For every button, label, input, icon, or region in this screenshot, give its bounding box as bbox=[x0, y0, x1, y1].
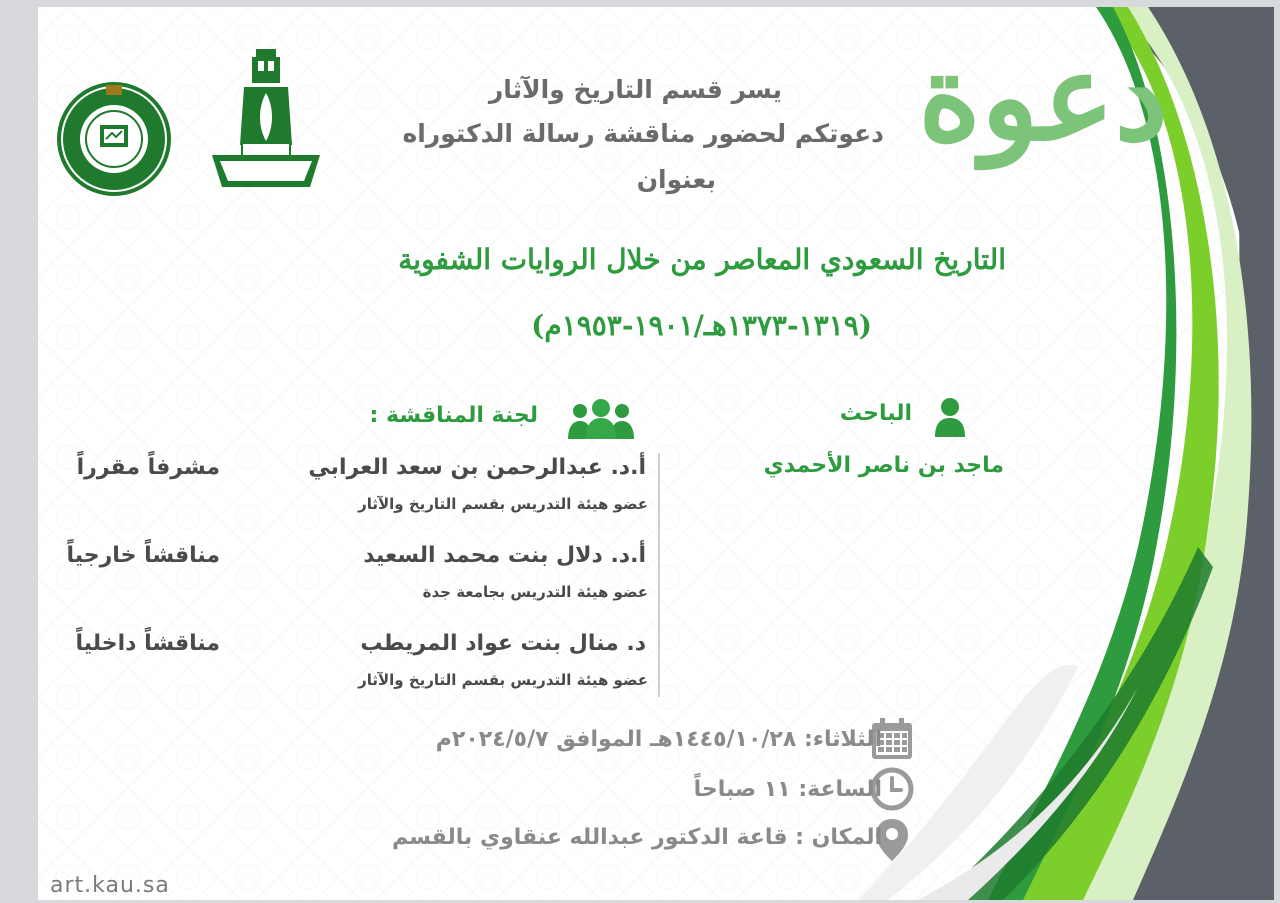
researcher-icon bbox=[933, 397, 967, 441]
invitation-card bbox=[38, 7, 1274, 900]
member-name: أ.د. عبدالرحمن بن سعد العرابي bbox=[308, 455, 646, 480]
event-place: المكان : قاعة الدكتور عبدالله عنقاوي بالقسم bbox=[392, 825, 882, 850]
thesis-title: التاريخ السعودي المعاصر من خلال الروايات الشفوية bbox=[398, 243, 1006, 276]
member-role: مشرفاً مقرراً bbox=[76, 455, 220, 480]
committee-icon bbox=[566, 397, 636, 443]
faculty-logo bbox=[54, 79, 174, 199]
committee-label: لجنة المناقشة : bbox=[369, 403, 538, 428]
thesis-dates: (١٣١٩-١٣٧٣هـ/١٩٠١-١٩٥٣م) bbox=[531, 309, 872, 342]
researcher-name: ماجد بن ناصر الأحمدي bbox=[763, 453, 1004, 478]
header-line-1: يسر قسم التاريخ والآثار bbox=[488, 75, 782, 104]
faculty-emblem-icon bbox=[54, 79, 174, 199]
member-name: د. منال بنت عواد المريطب bbox=[360, 631, 646, 656]
header-line-2: دعوتكم لحضور مناقشة رسالة الدكتوراه bbox=[402, 119, 884, 148]
member-affiliation: عضو هيئة التدريس بجامعة جدة bbox=[422, 583, 648, 601]
member-role: مناقشاً خارجياً bbox=[66, 543, 220, 568]
committee-divider bbox=[658, 453, 660, 697]
member-affiliation: عضو هيئة التدريس بقسم التاريخ والآثار bbox=[358, 495, 648, 513]
header-line-3: بعنوان bbox=[636, 165, 716, 194]
event-date: الثلاثاء: ١٤٤٥/١٠/٢٨هـ الموافق ٢٠٢٤/٥/٧م bbox=[435, 727, 882, 752]
member-role: مناقشاً داخلياً bbox=[75, 631, 220, 656]
kau-logo bbox=[206, 47, 326, 197]
kau-emblem-icon bbox=[206, 47, 326, 197]
event-time: الساعة: ١١ صباحاً bbox=[693, 777, 882, 802]
website-url[interactable]: art.kau.sa bbox=[50, 873, 170, 898]
member-affiliation: عضو هيئة التدريس بقسم التاريخ والآثار bbox=[358, 671, 648, 689]
member-name: أ.د. دلال بنت محمد السعيد bbox=[363, 543, 646, 568]
researcher-label: الباحث bbox=[839, 401, 912, 426]
invitation-calligraphy: دعوة bbox=[918, 27, 1168, 168]
